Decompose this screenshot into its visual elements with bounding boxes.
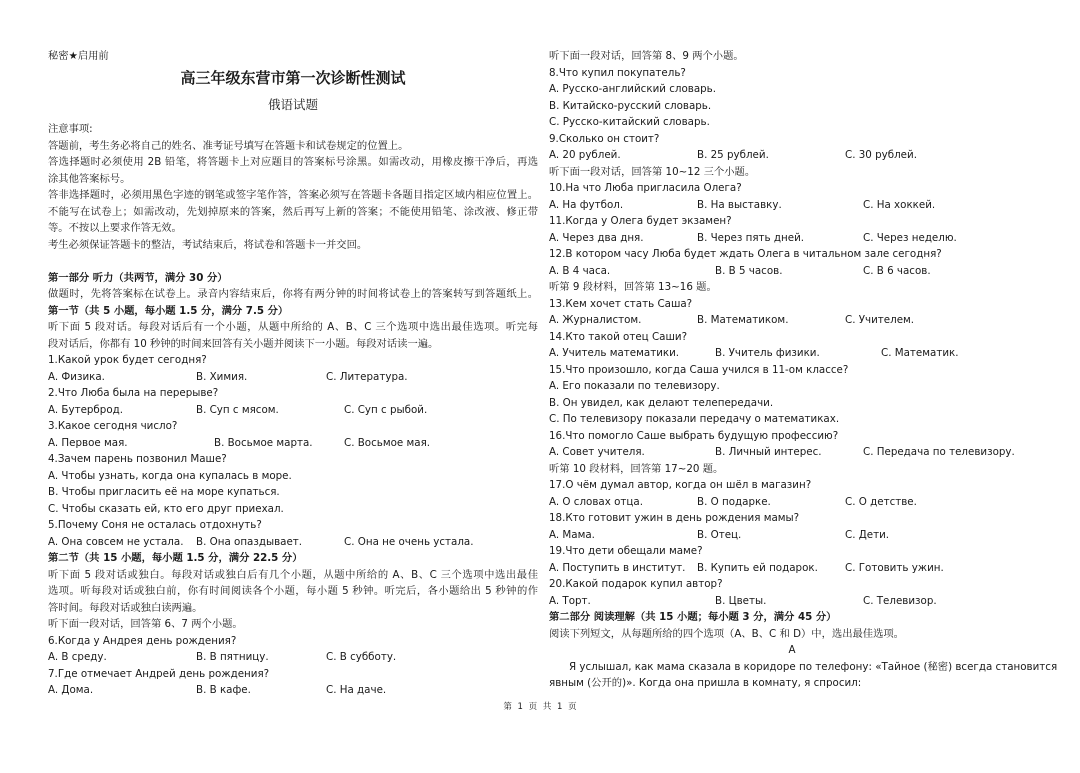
answer-option: B. Отец. (697, 528, 742, 541)
exam-title: 高三年级东营市第一次诊断性测试 (180, 69, 406, 87)
text-line: 涂其他答案标号。 (48, 172, 131, 185)
answer-options (549, 527, 1035, 544)
text-line (48, 253, 538, 270)
answer-option: B. На выставку. (697, 198, 782, 211)
text-line: 12.В котором часу Люба будет ждать Олега в читальном зале сегодня? (549, 248, 942, 260)
text-line: 13.Кем хочет стать Саша? (549, 297, 693, 310)
text-line: 答题前，考生务必将自己的姓名、准考证号填写在答题卡和试卷规定的位置上。 (48, 139, 409, 152)
answer-option: C. На даче. (326, 684, 387, 696)
answer-option: C. В 6 часов. (863, 264, 931, 277)
answer-options (48, 435, 538, 452)
text-line: 10.На что Люба пригласила Олега? (549, 182, 742, 194)
answer-options (549, 593, 1035, 610)
text-line: 9.Сколько он стоит? (549, 132, 660, 145)
answer-option: C. В субботу. (326, 651, 397, 663)
text-line: 3.Какое сегодня число? (48, 420, 178, 432)
text-line: 答时间。每段对话或独白读两遍。 (48, 601, 203, 614)
answer-option: C. Передача по телевизору. (863, 446, 1015, 458)
answer-option: C. Литература. (326, 370, 408, 383)
answer-options (549, 197, 1035, 214)
text-line: 14.Кто такой отец Саши? (549, 330, 688, 343)
answer-option: A. Бутерброд. (48, 403, 124, 416)
answer-option: A. Первое мая. (48, 436, 128, 449)
text-line: явным (公开的)». Когда она пришла в комнату, я спросил: (549, 677, 862, 689)
answer-options (549, 345, 1035, 362)
answer-option: A. Журналистом. (549, 314, 642, 326)
text-line: A. Его показали по телевизору. (549, 380, 720, 392)
text-line: 11.Когда у Олега будет экзамен? (549, 215, 732, 227)
answer-option: C. Восьмое мая. (344, 436, 431, 449)
text-line: Я услышал, как мама сказала в коридоре по телефону: «Тайное (秘密) всегда становится (569, 660, 1058, 673)
answer-option: A. Физика. (48, 370, 105, 383)
text-line: 6.Когда у Андрея день рождения? (48, 634, 237, 647)
text-line: 听第 10 段材料，回答第 17~20 题。 (549, 462, 724, 475)
answer-option: C. Учителем. (845, 314, 915, 326)
answer-option: B. Суп с мясом. (196, 403, 279, 416)
answer-options (48, 402, 538, 419)
answer-options (549, 263, 1035, 280)
answer-option: A. 20 рублей. (549, 149, 621, 161)
text-line: 15.Что произошло, когда Саша учился в 11-ом классе? (549, 363, 849, 376)
answer-option: C. Телевизор. (863, 594, 937, 607)
text-line: 1.Какой урок будет сегодня? (48, 354, 207, 366)
answer-option: B. Цветы. (715, 594, 767, 607)
answer-option: C. Она не очень устала. (344, 535, 474, 548)
answer-option: A. Дома. (48, 684, 94, 696)
answer-option: C. Через неделю. (863, 231, 957, 244)
answer-options (48, 369, 538, 386)
text-line: 16.Что помогло Саше выбрать будущую профессию? (549, 429, 839, 442)
text-line: 8.Что купил покупатель? (549, 66, 686, 79)
text-line: B. Чтобы пригласить её на море купаться. (48, 486, 280, 498)
text-line: 17.О чём думал автор, когда он шёл в магазин? (549, 479, 812, 491)
text-line: 不能写在试卷上；如需改动，先划掉原来的答案，然后再写上新的答案；不能使用铅笔、涂改液、修正带 (48, 205, 538, 218)
text-line: 做题时，先将答案标在试卷上。录音内容结束后，你将有两分钟的时间将试卷上的答案转写到答题纸上。 (48, 288, 538, 300)
text-line: 20.Какой подарок купил автор? (549, 578, 723, 590)
answer-options (549, 444, 1035, 461)
text-line: 阅读下列短文，从每题所给的四个选项（A、B、C 和 D）中，选出最佳选项。 (549, 627, 904, 640)
answer-options (549, 494, 1035, 511)
text-line: 听下面一段对话，回答第 10~12 三个小题。 (549, 165, 756, 178)
text-line: A (788, 644, 796, 656)
answer-option: A. О словах отца. (549, 495, 643, 508)
answer-option: A. Мама. (549, 528, 595, 541)
secret-mark: 秘密★启用前 (48, 50, 109, 62)
answer-options (549, 147, 1035, 164)
text-line: 7.Где отмечает Андрей день рождения? (48, 667, 270, 680)
page-footer: 第 1 页 共 1 页 (503, 702, 577, 712)
text-line: A. Русско-английский словарь. (549, 83, 717, 95)
text-line: 4.Зачем парень позвонил Маше? (48, 453, 227, 465)
text-line: 听第 9 段材料，回答第 13~16 题。 (549, 281, 717, 293)
text-line: 听下面 5 段对话。每段对话后有一个小题，从题中所给的 A、B、C 三个选项中选出最佳选项。听完每 (48, 321, 538, 333)
answer-option: B. О подарке. (697, 495, 771, 508)
text-line: 听下面一段对话，回答第 6、7 两个小题。 (48, 618, 243, 630)
answer-option: A. В 4 часа. (549, 264, 611, 277)
answer-option: A. Она совсем не устала. (48, 535, 184, 548)
text-line: C. По телевизору показали передачу о математиках. (549, 413, 840, 425)
text-line: C. Чтобы сказать ей, кто его друг приехал. (48, 502, 284, 515)
text-line: 19.Что дети обещали маме? (549, 545, 703, 557)
text-line: 2.Что Люба была на перерыве? (48, 387, 219, 399)
text-line: 听下面 5 段对话或独白。每段对话或独白后有几个小题，从题中所给的 A、B、C 三个选项中选出最佳 (48, 568, 538, 581)
answer-option: A. Через два дня. (549, 231, 644, 244)
answer-option: B. Она опаздывает. (196, 535, 303, 548)
answer-option: A. Поступить в институт. (549, 561, 686, 574)
section-heading: 第二部分 阅读理解（共 15 小题；每小题 3 分，满分 45 分） (549, 611, 837, 623)
answer-option: B. Через пять дней. (697, 231, 805, 244)
answer-option: B. Учитель физики. (715, 347, 820, 359)
answer-options (549, 312, 1035, 329)
exam-subtitle: 俄语试题 (267, 97, 318, 112)
section-heading: 第二节（共 15 小题，每小题 1.5 分，满分 22.5 分） (48, 552, 303, 564)
answer-option: C. 30 рублей. (845, 149, 917, 161)
answer-options (549, 230, 1035, 247)
text-line: 答非选择题时，必须用黑色字迹的钢笔或签字笔作答，答案必须写在答题卡各题目指定区域内相应位置上。 (48, 189, 538, 201)
answer-options (48, 682, 538, 699)
answer-option: B. Личный интерес. (715, 446, 822, 458)
text-line: B. Он увидел, как делают телепередачи. (549, 396, 774, 409)
answer-option: B. В 5 часов. (715, 264, 783, 277)
answer-option: C. Суп с рыбой. (344, 403, 428, 416)
text-line: B. Китайско-русский словарь. (549, 99, 712, 112)
answer-option: A. Торт. (549, 594, 591, 607)
text-line: 18.Кто готовит ужин в день рождения мамы? (549, 512, 800, 524)
answer-option: B. Купить ей подарок. (697, 561, 818, 574)
answer-option: A. Совет учителя. (549, 446, 645, 458)
section-heading: 第一节（共 5 小题，每小题 1.5 分，满分 7.5 分） (48, 304, 289, 317)
answer-option: B. В пятницу. (196, 651, 269, 663)
answer-option: B. Химия. (196, 370, 248, 383)
answer-options (48, 534, 538, 551)
answer-option: A. На футбол. (549, 198, 624, 211)
answer-option: B. 25 рублей. (697, 149, 769, 161)
answer-option: B. Математиком. (697, 314, 789, 326)
text-line: 等。不按以上要求作答无效。 (48, 222, 182, 234)
text-line: 选项。听每段对话或独白前，你有时间阅读各个小题，每小题 5 秒钟。听完后，各小题给出 5 秒钟的作 (48, 585, 538, 597)
text-line: A. Чтобы узнать, когда она купалась в море. (48, 469, 292, 482)
answer-options (549, 560, 1035, 577)
text-line: 注意事项: (48, 123, 93, 135)
answer-option: C. Математик. (881, 347, 959, 359)
answer-option: A. Учитель математики. (549, 347, 680, 359)
answer-option: C. На хоккей. (863, 198, 936, 211)
text-line: 段对话后，你都有 10 秒钟的时间来回答有关小题并阅读下一小题。每段对话读一遍。 (48, 337, 439, 350)
text-line: C. Русско-китайский словарь. (549, 116, 710, 128)
section-heading: 第一部分 听力（共两节，满分 30 分） (48, 271, 228, 284)
answer-option: B. В кафе. (196, 684, 251, 696)
answer-option: A. В среду. (48, 651, 107, 663)
text-line: 答选择题时必须使用 2B 铅笔，将答题卡上对应题目的答案标号涂黑。如需改动，用橡皮擦干净后，再选 (48, 156, 538, 168)
text-line: 听下面一段对话，回答第 8、9 两个小题。 (549, 50, 744, 62)
answer-options (48, 649, 538, 666)
answer-option: C. О детстве. (845, 495, 917, 508)
answer-option: C. Готовить ужин. (845, 561, 944, 574)
text-line: 考生必须保证答题卡的整洁，考试结束后，将试卷和答题卡一并交回。 (48, 238, 368, 251)
answer-option: C. Дети. (845, 528, 890, 541)
text-line: 5.Почему Соня не осталась отдохнуть? (48, 519, 262, 531)
answer-option: B. Восьмое марта. (214, 436, 313, 449)
